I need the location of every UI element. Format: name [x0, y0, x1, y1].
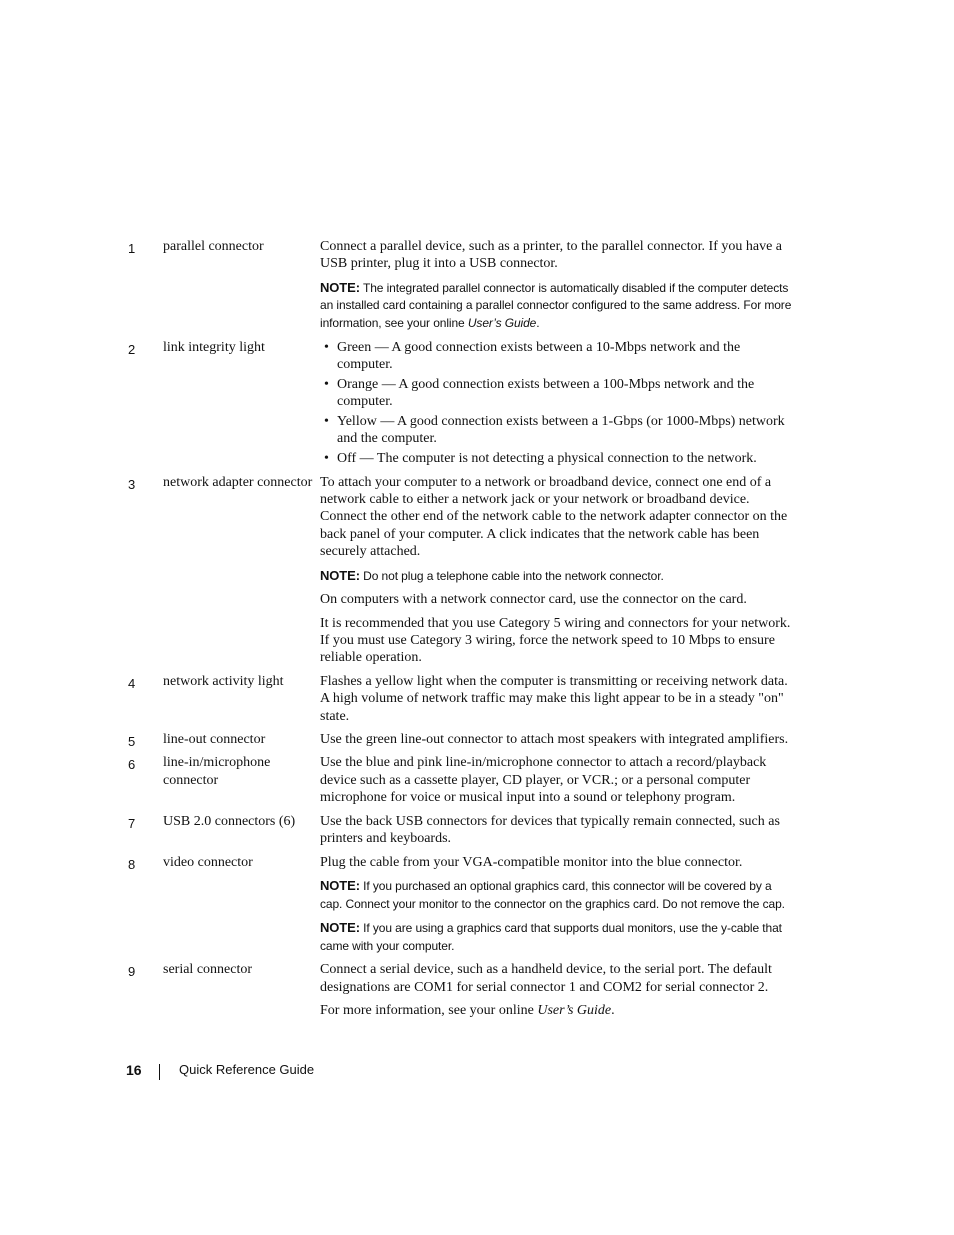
table-row [128, 474, 800, 667]
note-label: NOTE: [320, 877, 360, 893]
paragraph-text: It is recommended that you use Category 5 wiring and connectors for your network. If you must use Category 3 wiring, force the network speed to 10 Mbps to ensure reliable operation. [320, 615, 791, 666]
table-row [128, 673, 800, 725]
description-paragraph [320, 754, 796, 806]
list-item [320, 339, 796, 374]
note-block [320, 919, 796, 955]
list-item-text: Off — The computer is not detecting a physical connection to the network. [337, 451, 757, 467]
bullet-icon: • [324, 339, 329, 355]
connector-description [320, 813, 796, 848]
item-number: 9 [128, 964, 136, 980]
description-paragraph [320, 854, 796, 871]
note-block [320, 279, 796, 333]
connector-name: USB 2.0 connectors (6) [163, 813, 296, 829]
paragraph-text: Use the green line-out connector to attach most speakers with integrated amplifiers. [320, 732, 789, 748]
item-number: 2 [128, 341, 136, 357]
list-item-text: Green — A good connection exists between a 10-Mbps network and the computer. [337, 339, 741, 372]
table-row [128, 731, 800, 748]
connector-name: line-in/microphone connector [163, 755, 271, 788]
item-number: 1 [128, 241, 136, 256]
paragraph-text: Use the blue and pink line-in/microphone connector to attach a record/playback device such as a cassette player, CD player, or VCR.; or a personal computer microphone for voice or musical input into a sound or telephony program. [320, 755, 767, 806]
connector-name: network activity light [163, 673, 284, 689]
description-paragraph [320, 238, 796, 273]
note-block [320, 567, 796, 586]
paragraph-text: For more information, see your online [320, 1003, 538, 1019]
description-paragraph [320, 1002, 796, 1019]
description-paragraph [320, 731, 796, 748]
table-row [128, 854, 800, 956]
description-paragraph [320, 961, 796, 996]
item-number: 4 [128, 675, 136, 691]
item-number: 6 [128, 757, 136, 773]
item-number: 3 [128, 476, 136, 492]
note-text: Do not plug a telephone cable into the network connector. [359, 568, 664, 583]
book-title: User’s Guide [537, 1003, 612, 1019]
connector-name: network adapter connector [163, 474, 313, 490]
item-number: 5 [128, 734, 136, 750]
note-text: If you purchased an optional graphics card, this connector will be covered by a cap. Connect your monitor to the connector on the graphics card. Do not remove the cap. [320, 878, 785, 911]
table-row [128, 961, 800, 1019]
status-list [320, 339, 796, 468]
paragraph-text: To attach your computer to a network or broadband device, connect one end of a network cable to either a network jack or your network or broadband device. Connect the other end of the network cable to the network adapter connector on the back panel of your computer. A click indicates that the network cable has been securely attached. [320, 474, 788, 560]
note-label: NOTE: [320, 920, 360, 936]
note-text-end: . [536, 316, 540, 330]
list-item [320, 450, 796, 467]
connector-description [320, 238, 796, 333]
description-paragraph [320, 615, 796, 667]
connector-description [320, 961, 796, 1019]
connector-description [320, 731, 796, 748]
bullet-icon: • [324, 414, 329, 429]
table-row [128, 813, 800, 848]
item-number: 7 [128, 815, 136, 831]
table-row [128, 339, 800, 468]
connector-description [320, 854, 796, 956]
note-label: NOTE: [320, 279, 360, 295]
book-title: User’s Guide [467, 316, 537, 330]
note-text: If you are using a graphics card that supports dual monitors, use the y-cable that came with your computer. [320, 921, 782, 953]
connector-description [320, 339, 796, 468]
list-item [320, 413, 796, 448]
paragraph-text: Connect a parallel device, such as a printer, to the parallel connector. If you have a USB printer, plug it into a USB connector. [320, 239, 783, 272]
note-block [320, 877, 796, 913]
table-row [128, 754, 800, 806]
item-number: 8 [128, 856, 136, 872]
connector-description [320, 474, 796, 667]
page-number: 16 [126, 1062, 142, 1078]
connector-name: serial connector [163, 962, 253, 978]
connector-name: parallel connector [163, 239, 264, 254]
paragraph-text: Flashes a yellow light when the computer is transmitting or receiving network data. A high volume of network traffic may make this light appear to be in a steady "on" state. [320, 673, 788, 724]
connector-name: video connector [163, 854, 253, 870]
bullet-icon: • [324, 451, 329, 467]
guide-title: Quick Reference Guide [179, 1062, 315, 1077]
list-item [320, 376, 796, 411]
paragraph-text-end: . [611, 1003, 615, 1019]
connector-table [128, 238, 800, 1026]
list-item-text: Yellow — A good connection exists between a 1-Gbps (or 1000-Mbps) network and the computer. [337, 414, 785, 447]
description-paragraph [320, 474, 796, 561]
description-paragraph [320, 673, 796, 725]
connector-description [320, 673, 796, 725]
footer-divider [159, 1064, 160, 1080]
connector-name: link integrity light [163, 339, 265, 355]
bullet-icon: • [324, 376, 329, 392]
connector-name: line-out connector [163, 732, 266, 748]
paragraph-text: Use the back USB connectors for devices that typically remain connected, such as printers and keyboards. [320, 813, 780, 847]
description-paragraph [320, 813, 796, 848]
note-label: NOTE: [320, 567, 360, 583]
paragraph-text: Plug the cable from your VGA-compatible monitor into the blue connector. [320, 854, 743, 870]
page-footer [126, 1060, 426, 1080]
description-paragraph [320, 591, 796, 608]
connector-description [320, 754, 796, 806]
note-text: The integrated parallel connector is automatically disabled if the computer detects an installed card containing a parallel connector configured to the same address. For more information, see your online [320, 280, 792, 330]
paragraph-text: On computers with a network connector card, use the connector on the card. [320, 592, 747, 608]
table-row [128, 238, 800, 333]
paragraph-text: Connect a serial device, such as a handheld device, to the serial port. The default designations are COM1 for serial connector 1 and COM2 for serial connector 2. [320, 962, 772, 995]
list-item-text: Orange — A good connection exists between a 100-Mbps network and the computer. [337, 376, 755, 410]
